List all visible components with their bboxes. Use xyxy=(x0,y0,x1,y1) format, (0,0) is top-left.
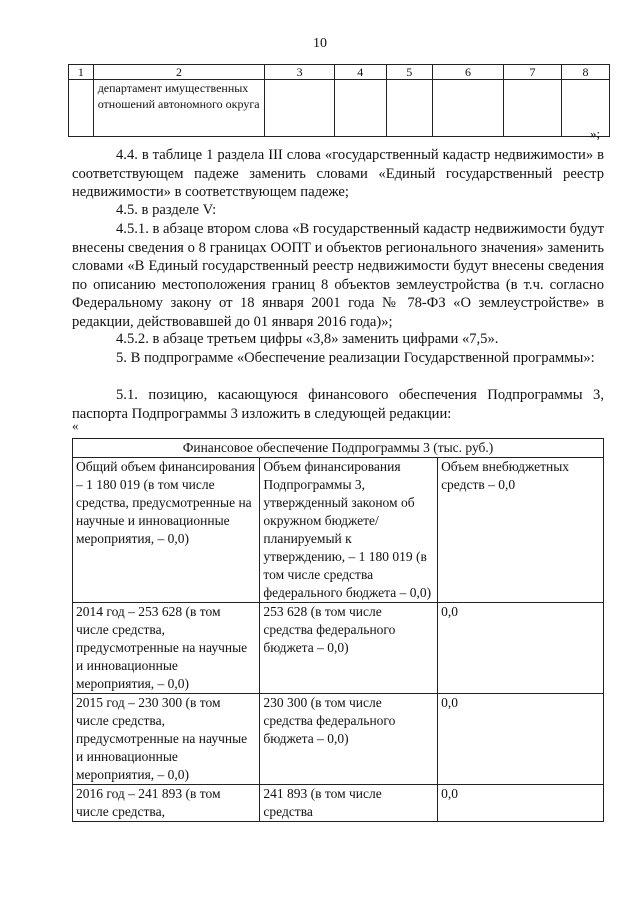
col-header: 7 xyxy=(504,65,562,80)
table-cell: департамент имущественных отношений автономного округа xyxy=(93,80,265,137)
table-cell xyxy=(334,80,386,137)
continuation-table xyxy=(68,64,610,137)
table-cell: 2015 год – 230 300 (в том числе средства, предусмотренные на научные и инновационные мероприятия, – 0,0) xyxy=(73,694,260,785)
table-cell: 2014 год – 253 628 (в том числе средства, предусмотренные на научные и инновационные мероприятия, – 0,0) xyxy=(73,603,260,694)
table-cell: 253 628 (в том числе средства федерального бюджета – 0,0) xyxy=(260,603,438,694)
table-cell: 0,0 xyxy=(438,785,604,822)
col-header: 8 xyxy=(561,65,609,80)
table-cell: 0,0 xyxy=(438,694,604,785)
table-cell xyxy=(504,80,562,137)
opening-quote: « xyxy=(72,418,79,433)
paragraph-4-5-1: 4.5.1. в абзаце втором слова «В государственный кадастр недвижимости будут внесены сведения о 8 границах ООПТ и объектов регионального значения» заменить словами «В Единый государственный реестр недвижимости будут внесены сведения по описанию местоположения границ 8 объектов землеустройства (в т.ч. согласно Федеральному закону от 18 января 2001 года № 78-ФЗ «О землеустройстве» в редакции, действовавшей до 01 января 2016 года)»; xyxy=(72,221,604,330)
col-header: 1 xyxy=(69,65,94,80)
paragraph-4-4: 4.4. в таблице 1 раздела III слова «государственный кадастр недвижимости» в соответствующем падеже заменить словами «Единый государственный реестр недвижимости» в соответствующем падеже; xyxy=(72,147,604,200)
paragraph-5-1: 5.1. позицию, касающуюся финансового обеспечения Подпрограммы 3, паспорта Подпрограммы 3 изложить в следующей редакции: xyxy=(72,387,604,422)
paragraph-4-5: 4.5. в разделе V: xyxy=(116,202,217,218)
col-header: 4 xyxy=(334,65,386,80)
col-header: 5 xyxy=(386,65,432,80)
table-row xyxy=(73,458,604,603)
table-row xyxy=(73,785,604,822)
table-cell: 230 300 (в том числе средства федерального бюджета – 0,0) xyxy=(260,694,438,785)
table-cell: 241 893 (в том числе средства xyxy=(260,785,438,822)
page-number: 10 xyxy=(313,36,327,51)
table-cell: Объем внебюджетных средств – 0,0 xyxy=(438,458,604,603)
table-row xyxy=(69,80,610,137)
col-header: 2 xyxy=(93,65,265,80)
col-header: 6 xyxy=(432,65,503,80)
table-cell: Объем финансирования Подпрограммы 3, утвержденный законом об окружном бюджете/планируемый к утверждению, – 1 180 019 (в том числе средства федерального бюджета – 0,0) xyxy=(260,458,438,603)
paragraph-4-5-2: 4.5.2. в абзаце третьем цифры «3,8» заменить цифрами «7,5». xyxy=(116,331,499,347)
table-cell xyxy=(69,80,94,137)
financing-table-title-row xyxy=(73,439,604,458)
table-cell xyxy=(265,80,334,137)
table-cell xyxy=(386,80,432,137)
col-header: 3 xyxy=(265,65,334,80)
table-header-row xyxy=(69,65,610,80)
table-cell xyxy=(432,80,503,137)
table-cell: 0,0 xyxy=(438,603,604,694)
financing-table xyxy=(72,438,604,822)
table-cell: Общий объем финансирования – 1 180 019 (в том числе средства, предусмотренные на научные и инновационные мероприятия, – 0,0) xyxy=(73,458,260,603)
table-row xyxy=(73,603,604,694)
closing-quote: »; xyxy=(590,126,601,141)
table-cell xyxy=(561,80,609,137)
financing-table-title: Финансовое обеспечение Подпрограммы 3 (тыс. руб.) xyxy=(73,439,604,458)
table-cell: 2016 год – 241 893 (в том числе средства, xyxy=(73,785,260,822)
paragraph-5: 5. В подпрограмме «Обеспечение реализации Государственной программы»: xyxy=(116,350,595,366)
table-row xyxy=(73,694,604,785)
